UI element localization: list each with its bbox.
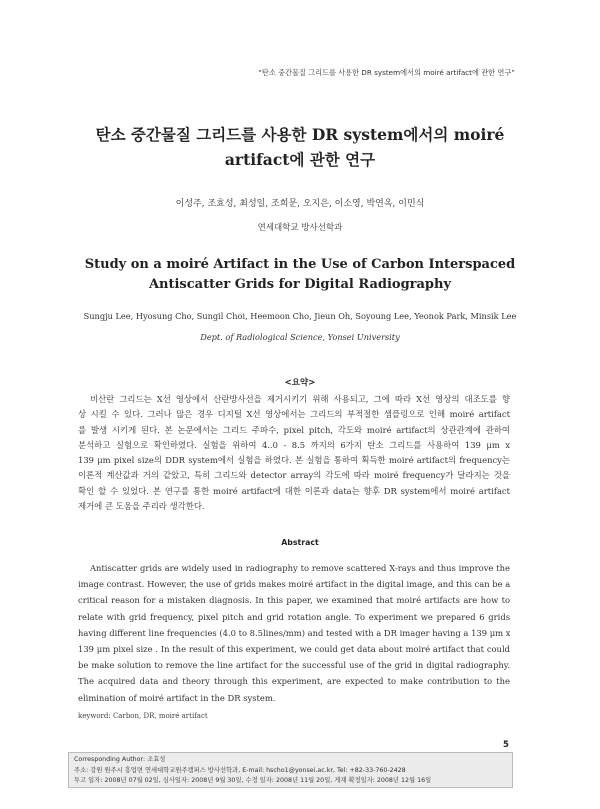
abstract-line: relate with grid frequency, pixel pitch and grid rotation angle. To experiment we prepared 6 grids xyxy=(78,611,510,622)
abstract-line: Antiscatter grids are widely used in radiography to remove scattered X-rays and thus improve the xyxy=(90,563,510,573)
abstract-heading: Abstract xyxy=(281,538,319,547)
korean-affiliation: 연세대학교 방사선학과 xyxy=(257,223,343,233)
korean-abstract-line: 제거에 큰 도움을 주리라 생각한다. xyxy=(78,501,205,512)
korean-abstract-line: 이론적 계산값과 거의 같았고, 특히 그리드와 detector array의 각도에 따라 moiré frequency가 달라지는 것을 xyxy=(78,470,510,481)
korean-abstract-line: 분석하고 실험으로 확인하였다. 실험을 위하여 4..0 - 8.5 까지의 6가지 탄소 그리드를 사용하여 139 μm x xyxy=(78,439,510,450)
english-affiliation: Dept. of Radiological Science, Yonsei University xyxy=(200,332,400,342)
abstract-body xyxy=(78,560,510,706)
korean-abstract-line: 비산란 그리드는 X선 영상에서 산란방사선을 제거시키기 위해 사용되고, 그에 따라 X선 영상의 대조도를 향 xyxy=(90,394,510,404)
abstract-line: be make solution to remove the line artifact for the successful use of the grid in digital radiography. xyxy=(78,660,510,671)
corresponding-author: Corresponding Author: 조효성 xyxy=(74,756,166,763)
korean-title-line-2: artifact에 관한 연구 xyxy=(224,150,376,169)
korean-abstract-line: 139 μm pixel size의 DDR system에서 실험을 하였다. 본 실험을 통하여 획득한 moiré artifact의 frequency는 xyxy=(78,455,510,466)
footer-info-box xyxy=(68,752,513,788)
abstract-line: critical reason for a mistaken diagnosis. In this paper, we examined that moiré artifacts are how to xyxy=(78,595,510,606)
english-title xyxy=(60,255,540,295)
abstract-line: 139 μm pixel size . In the result of this experiment, we could get data about moiré artifact that could xyxy=(78,644,510,655)
korean-title xyxy=(60,122,540,172)
english-title-line-2: Antiscatter Grids for Digital Radiography xyxy=(148,277,452,292)
running-header: “탄소 중간물질 그리드를 사용한 DR system에서의 moiré artifact에 관한 연구” xyxy=(258,68,515,77)
abstract-line: image contrast. However, the use of grids makes moiré artifact in the digital image, and this can be a xyxy=(78,579,511,590)
page-number: 5 xyxy=(503,740,509,750)
abstract-line: The acquired data and theory through this experiment, are expected to make contribution to the xyxy=(78,676,510,687)
submission-dates: 투고 일자: 2008년 07월 02일, 심사일자: 2008년 9월 30일, 수정 일자: 2008년 11월 20일, 게재 확정일자: 2008년 12월 16일 xyxy=(74,777,432,784)
english-authors: Sungju Lee, Hyosung Cho, Sungil Choi, Heemoon Cho, Jieun Oh, Soyoung Lee, Yeonok Park, Minsik Lee xyxy=(83,311,517,321)
keywords: keyword: Carbon, DR, moiré artifact xyxy=(78,712,208,720)
abstract-line: having different line frequencies (4.0 to 8.5lines/mm) and tested with a DR imager having a 139 μm x xyxy=(78,627,511,638)
korean-abstract-line: 확인 할 수 있었다. 본 연구를 통한 moiré artifact에 대한 이론과 data는 향후 DR system에서 moiré artifact xyxy=(78,485,510,496)
english-title-line-1: Study on a moiré Artifact in the Use of Carbon Interspaced xyxy=(84,257,516,272)
korean-abstract-line: 상 시킬 수 있다. 그러나 많은 경우 디지털 X선 영상에서는 그리드의 부적절한 샘플링으로 인해 moiré artifact xyxy=(78,409,510,420)
author-address: 주소: 강원 원주시 흥업면 연세대학교원주캠퍼스 방사선학과, E-mail: hscho1@yonsei.ac.kr, Tel: +82-33-760-2428 xyxy=(74,766,406,774)
korean-title-line-1: 탄소 중간물질 그리드를 사용한 DR system에서의 moiré xyxy=(95,125,505,144)
korean-abstract-line: 를 발생 시키게 된다. 본 논문에서는 그리드 주파수, pixel pitch, 각도와 moiré artifact의 상관관계에 관하여 xyxy=(78,424,510,435)
korean-abstract-body xyxy=(78,392,510,514)
abstract-line: elimination of moiré artifact in the DR system. xyxy=(78,692,276,703)
korean-abstract-heading: <요약> xyxy=(284,378,316,388)
korean-authors: 이성주, 조효성, 최성일, 조희문, 오지은, 이소영, 박연옥, 이민식 xyxy=(175,199,425,209)
